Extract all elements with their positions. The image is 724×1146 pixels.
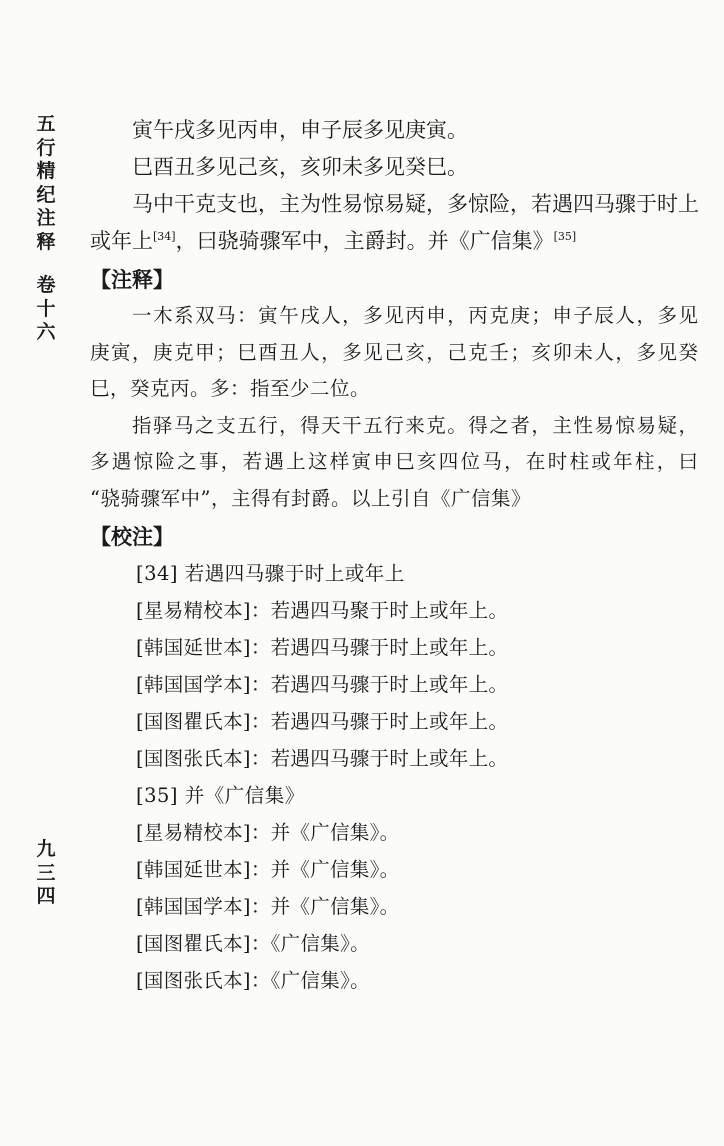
notes-heading: 【注释】 — [90, 267, 174, 292]
main-text-fragment: 或年上 — [90, 229, 153, 253]
page-number-char: 三 — [36, 861, 56, 884]
note-line: 巳，癸克丙。多：指至少二位。 — [90, 377, 371, 400]
title-char: 纪 — [36, 183, 56, 206]
title-char: 五 — [36, 113, 56, 135]
footnote-ref-34: [34] — [153, 230, 176, 243]
collation-entry: [国图瞿氏本]：若遇四马骤于时上或年上。 — [136, 710, 509, 733]
volume-char: 十 — [36, 297, 56, 320]
collation-entry: [星易精校本]：若遇四马聚于时上或年上。 — [136, 599, 509, 622]
collation-item-title: [34] 若遇四马骤于时上或年上 — [136, 562, 405, 585]
main-text-fragment: ，曰骁骑骤军中，主爵封。并《广信集》 — [175, 229, 554, 253]
book-title-vertical — [34, 113, 58, 345]
note-line: “骁骑骤军中”，主得有封爵。以上引自《广信集》 — [90, 486, 531, 510]
title-char: 注 — [36, 207, 56, 229]
collation-entry: [韩国国学本]：若遇四马骤于时上或年上。 — [136, 673, 509, 696]
note-line: 指驿马之支五行，得天干五行来克。得之者，主性易惊易疑， — [132, 413, 698, 437]
collation-item-title: [35] 并《广信集》 — [136, 784, 305, 807]
main-text-line — [90, 223, 698, 260]
note-line: 一木系双马：寅午戌人，多见丙申，丙克庚；申子辰人，多见 — [132, 304, 698, 327]
collation-entry: [韩国延世本]：并《广信集》。 — [136, 858, 400, 881]
collation-entry: [星易精校本]：并《广信集》。 — [136, 821, 400, 844]
volume-char: 六 — [36, 321, 56, 343]
page-number-char: 九 — [36, 838, 56, 860]
main-text-line: 巳酉丑多见己亥，亥卯未多见癸巳。 — [132, 155, 468, 179]
main-text-line: 马中干克支也，主为性易惊易疑，多惊险，若遇四马骤于时上 — [132, 192, 699, 216]
collation-entry: [国图张氏本]：若遇四马骤于时上或年上。 — [136, 747, 509, 770]
title-char: 行 — [36, 136, 56, 159]
collation-heading: 【校注】 — [90, 524, 174, 549]
page-number-vertical — [34, 838, 58, 909]
volume-char: 卷 — [36, 274, 56, 296]
page-content — [90, 112, 698, 999]
title-gap — [34, 254, 58, 274]
footnote-ref-35: [35] — [553, 230, 577, 243]
title-char: 精 — [36, 160, 56, 182]
title-char: 释 — [36, 230, 56, 253]
note-line: 多遇惊险之事，若遇上这样寅申巳亥四位马，在时柱或年柱，曰 — [90, 450, 698, 473]
collation-entry: [国图瞿氏本]：《广信集》。 — [136, 932, 370, 955]
collation-entry: [韩国国学本]：并《广信集》。 — [136, 895, 400, 918]
main-text-line: 寅午戌多见丙申，申子辰多见庚寅。 — [132, 118, 468, 142]
collation-entry: [韩国延世本]：若遇四马骤于时上或年上。 — [136, 636, 509, 659]
collation-entry: [国图张氏本]：《广信集》。 — [136, 969, 370, 992]
note-line: 庚寅，庚克甲；巳酉丑人，多见己亥，己克壬；亥卯未人，多见癸 — [90, 340, 698, 364]
page-number-char: 四 — [36, 885, 56, 907]
